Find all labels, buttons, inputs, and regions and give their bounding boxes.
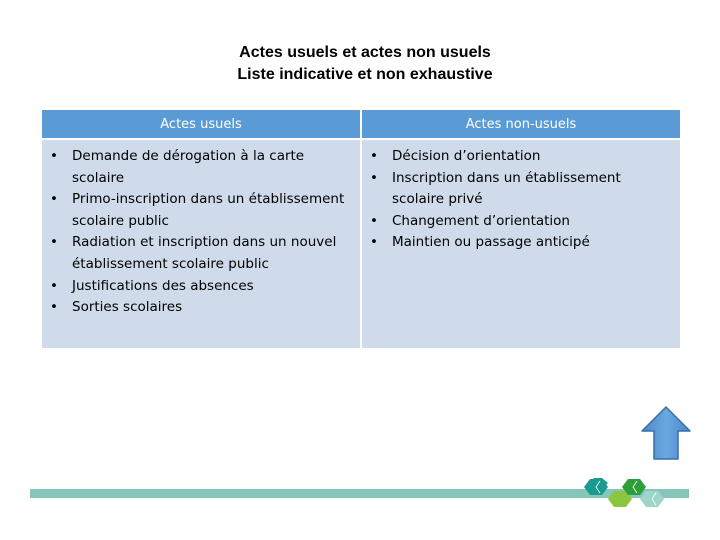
title-line-1: Actes usuels et actes non usuels	[239, 44, 491, 61]
item-text: Radiation et inscription dans un nouvel établissement scolaire public	[72, 234, 337, 272]
item-text: Décision d’orientation	[392, 148, 541, 164]
slide-title	[0, 42, 720, 86]
item-text: Primo-inscription dans un établissement scolaire public	[72, 191, 345, 229]
item-text: Justifications des absences	[72, 277, 254, 294]
list-item: • Primo-inscription dans un établissement scolaire public	[50, 191, 345, 229]
item-text: Sorties scolaires	[72, 299, 183, 316]
header-actes-non-usuels: Actes non-usuels	[362, 110, 680, 140]
usuels-cell	[42, 140, 362, 348]
item-text: Inscription dans un établissement scolaire privé	[392, 169, 621, 208]
item-text: Demande de dérogation à la carte scolaire	[72, 148, 305, 186]
header-actes-usuels: Actes usuels	[42, 110, 362, 140]
usuels-list	[46, 146, 356, 319]
list-item: • Justifications des absences	[50, 277, 254, 294]
list-item: • Décision d’orientation	[370, 148, 541, 164]
title-line-2: Liste indicative et non exhaustive	[237, 66, 493, 83]
non-usuels-cell	[362, 140, 680, 348]
list-item: • Inscription dans un établissement scolaire privé	[370, 169, 621, 208]
hexagon-cluster-icon	[580, 473, 672, 518]
list-item: • Demande de dérogation à la carte scolaire	[50, 148, 305, 186]
list-item: • Maintien ou passage anticipé	[370, 234, 590, 251]
non-usuels-list	[366, 146, 676, 254]
list-item: • Radiation et inscription dans un nouvel établissement scolaire public	[50, 234, 337, 272]
actes-table	[42, 110, 680, 348]
list-item: • Sorties scolaires	[50, 299, 183, 316]
up-arrow-icon[interactable]	[640, 405, 692, 466]
item-text: Changement d’orientation	[392, 212, 570, 229]
item-text: Maintien ou passage anticipé	[392, 234, 590, 251]
list-item: • Changement d’orientation	[370, 212, 570, 229]
